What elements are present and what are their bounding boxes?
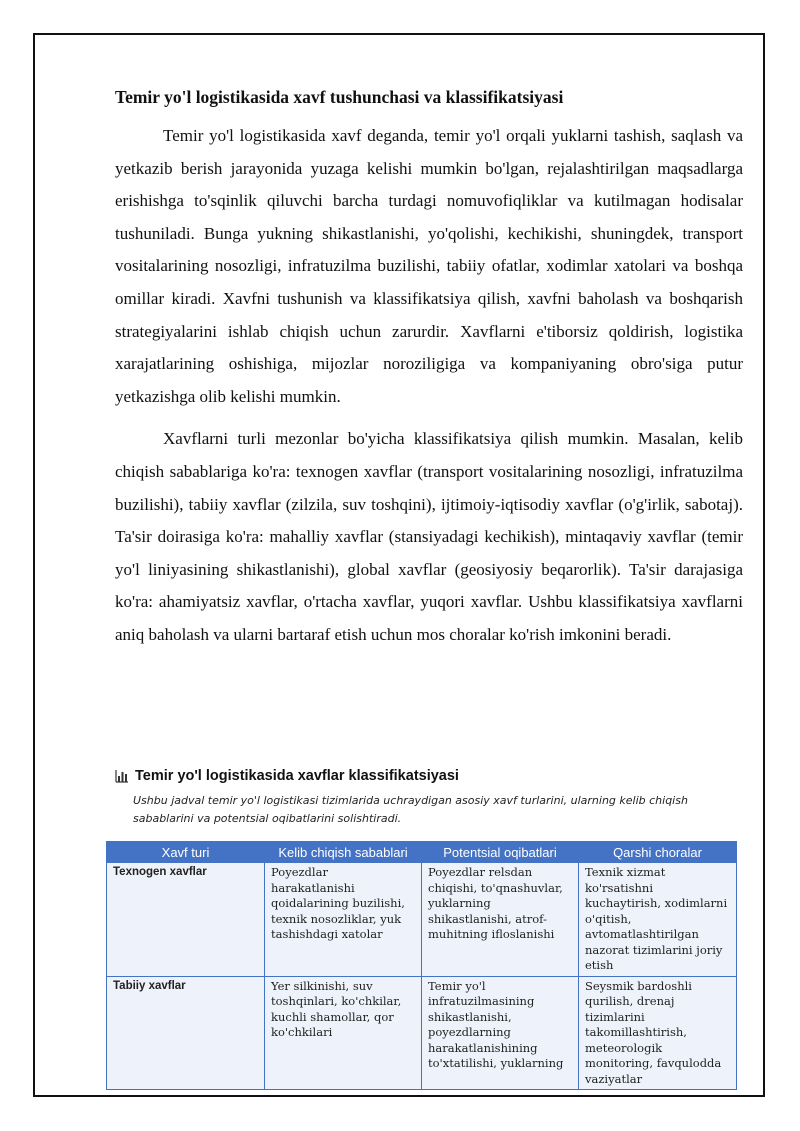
risk-classification-table — [106, 841, 737, 1090]
table-cell: Tabiiy xavflar — [107, 976, 265, 1090]
section-heading: Temir yo'l logistikasida xavf tushunchasi va klassifikatsiyasi — [115, 87, 564, 107]
table-cell: Yer silkinishi, suv toshqinlari, ko'chkilar, kuchli shamollar, qor ko'chkilari — [265, 976, 422, 1090]
table-cell: Texnogen xavflar — [107, 863, 265, 977]
paragraph-1: Temir yo'l logistikasida xavf deganda, temir yo'l orqali yuklarni tashish, saqlash va yetkazib berish jarayonida yuzaga kelishi mumkin bo'lgan, rejalashtirilgan maqsadlarga erishishga to'sqinlik qiluvchi barcha turdagi nomuvofiqliklar va kutilmagan hodisalar tushuniladi. Bunga yukning shikastlanishi, yo'qolishi, kechikishi, shuningdek, transport vositalarining nosozligi, infratuzilma buzilishi, tabiiy ofatlar, xodimlar xatolari va boshqa omillar kiradi. Xavfni tushunish va klassifikatsiya qilish, xavfni baholash va boshqarish strategiyalarini ishlab chiqish uchun zarurdir. Xavflarni e'tiborsiz qoldirish, logistika xarajatlarining oshishiga, mijozlar noroziligiga va kompaniyaning obro'siga putur yetkazishga olib kelishi mumkin. — [115, 126, 743, 406]
table-cell: Seysmik bardoshli qurilish, drenaj tizimlarini takomillashtirish, meteorologik monitoring, favqulodda vaziyatlar — [579, 976, 737, 1090]
table-row — [107, 976, 737, 1090]
column-header: Xavf turi — [107, 842, 265, 863]
table-cell: Poyezdlar harakatlanishi qoidalarining buzilishi, texnik nosozliklar, yuk tashishdagi xatolar — [265, 863, 422, 977]
table-title: Temir yo'l logistikasida xavflar klassifikatsiyasi — [135, 768, 459, 784]
table-cell: Texnik xizmat ko'rsatishni kuchaytirish, xodimlarni o'qitish, avtomatlashtirilgan nazorat tizimlarini joriy etish — [579, 863, 737, 977]
table-header-block — [115, 768, 743, 828]
paragraph-2: Xavflarni turli mezonlar bo'yicha klassifikatsiya qilish mumkin. Masalan, kelib chiqish sabablariga ko'ra: texnogen xavflar (transport vositalarining nosozligi, infratuzilma buzilishi), tabiiy xavflar (zilzila, suv toshqini), ijtimoiy-iqtisodiy xavflar (o'g'irlik, sabotaj). Ta'sir doirasiga ko'ra: mahalliy xavflar (stansiyadagi kechikish), mintaqaviy xavflar (temir yo'l liniyasining shikastlanishi), global xavflar (geosiyosiy beqarorlik). Ta'sir darajasiga ko'ra: ahamiyatsiz xavflar, o'rtacha xavflar, yuqori xavflar. Ushbu klassifikatsiya xavflarni aniq baholash va ularni bartaraf etish uchun mos choralar ko'rish imkonini beradi. — [115, 429, 743, 644]
table-row — [107, 863, 737, 977]
column-header: Potentsial oqibatlari — [422, 842, 579, 863]
table-header-row — [107, 842, 737, 863]
table-cell: Poyezdlar relsdan chiqishi, to'qnashuvlar, yuklarning shikastlanishi, atrof-muhitning ifloslanishi — [422, 863, 579, 977]
table-caption: Ushbu jadval temir yo'l logistikasi tizimlarida uchraydigan asosiy xavf turlarini, ularning kelib chiqish sabablarini va potentsial oqibatlarini solishtiradi. — [133, 794, 688, 825]
table-cell: Temir yo'l infratuzilmasining shikastlanishi, poyezdlarning harakatlanishining to'xtatilishi, yuklarning — [422, 976, 579, 1090]
column-header: Qarshi choralar — [579, 842, 737, 863]
column-header: Kelib chiqish sabablari — [265, 842, 422, 863]
bar-chart-icon — [115, 769, 129, 783]
document-body — [115, 86, 743, 652]
